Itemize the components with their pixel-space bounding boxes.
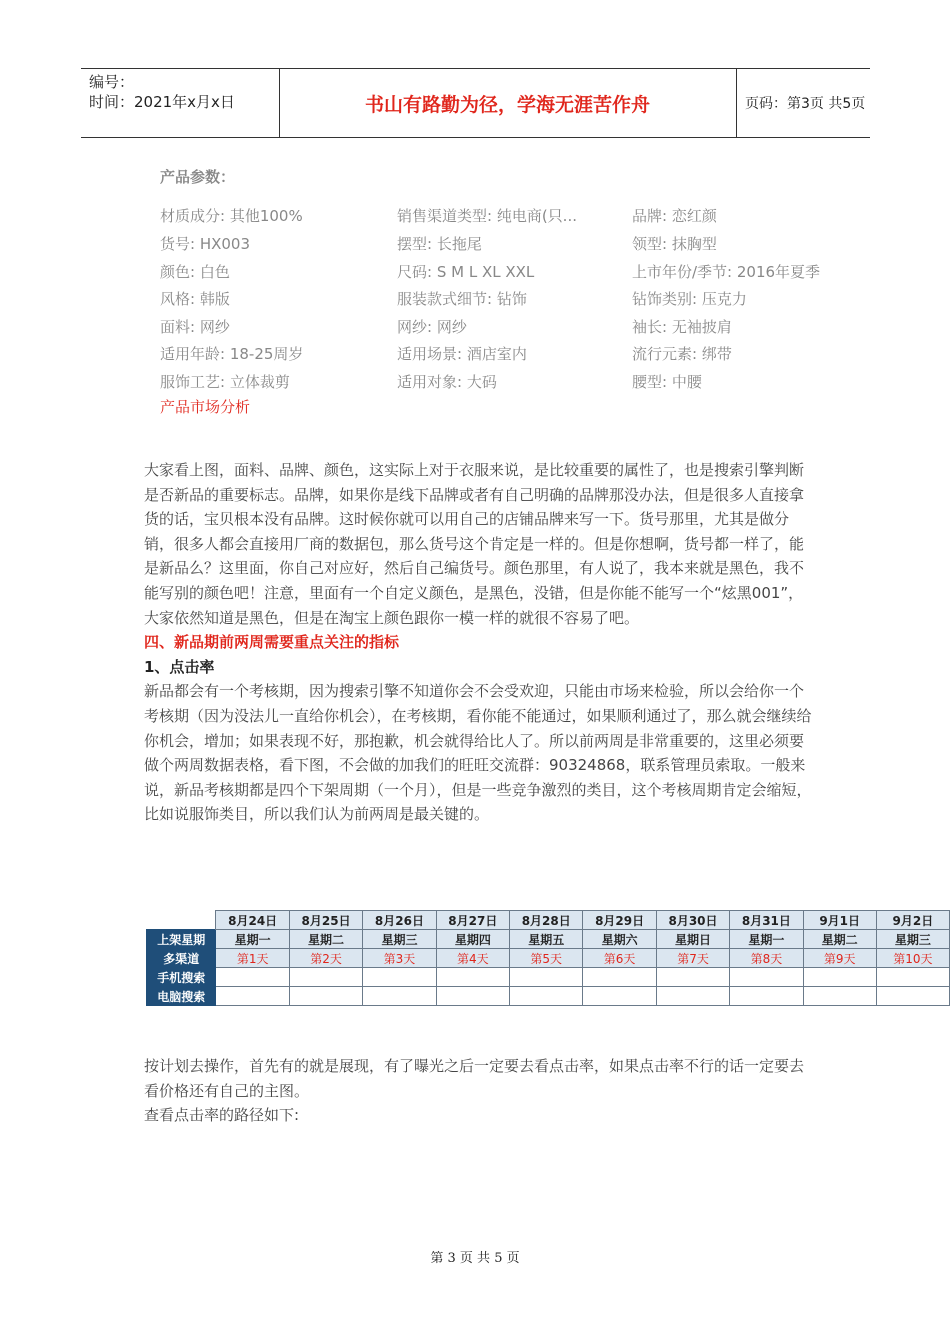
subsection-heading: 1、点击率: [144, 657, 215, 676]
data-cell: [803, 987, 876, 1006]
paragraph: 按计划去操作，首先有的就是展现，有了曝光之后一定要去看点击率，如果点击率不行的话一定要去看价格还有自己的主图。: [144, 1057, 805, 1100]
weekday-cell: 星期三: [876, 930, 949, 949]
day-cell: 第2天: [289, 949, 362, 968]
data-cell: [436, 987, 509, 1006]
weekday-cell: 星期五: [510, 930, 583, 949]
date-cell: 8月28日: [510, 911, 583, 930]
date-cell: 9月2日: [876, 911, 949, 930]
weekday-cell: 星期一: [216, 930, 289, 949]
page-footer: 第 3 页 共 5 页: [430, 1251, 520, 1266]
param-cell: 服装款式细节: 钻饰: [397, 290, 527, 308]
data-cell: [216, 968, 289, 987]
param-cell: 领型: 抹胸型: [632, 235, 717, 253]
day-cell: 第6天: [583, 949, 656, 968]
data-cell: [876, 987, 949, 1006]
param-cell: 流行元素: 绑带: [632, 345, 732, 363]
header-page-info: 页码：第3页 共5页: [745, 96, 866, 112]
schedule-table: [146, 910, 950, 1012]
param-cell: 上市年份/季节: 2016年夏季: [632, 263, 821, 281]
param-cell: 袖长: 无袖披肩: [632, 318, 732, 336]
param-cell: 钻饰类别: 压克力: [632, 290, 747, 308]
data-cell: [803, 968, 876, 987]
schedule-channel-row: [147, 949, 950, 968]
date-cell: 9月1日: [803, 911, 876, 930]
day-cell: 第8天: [730, 949, 803, 968]
param-cell: 品牌: 恋红颜: [632, 207, 717, 225]
data-cell: [510, 987, 583, 1006]
section-heading: 四、新品期前两周需要重点关注的指标: [144, 633, 400, 652]
param-cell: 材质成分: 其他100%: [160, 207, 303, 225]
paragraph: 大家看上图，面料、品牌、颜色，这实际上对于衣服来说，是比较重要的属性了，也是搜索引擎判断是否新品的重要标志。品牌，如果你是线下品牌或者有自己明确的品牌那没办法，但是很多人直接拿货的话，宝贝根本没有品牌。这时候你就可以用自己的店铺品牌来写一下。货号那里，尤其是做分销，很多人都会直接用厂商的数据包，那么货号这个肯定是一样的。但是你想啊，货号都一样了，能是新品么？这里面，你自己对应好，然后自己编货号。颜色那里，有人说了，我本来就是黑色，我不能写别的颜色吧！注意，里面有一个自定义颜色，是黑色，没错，但是你能不能写一个“炫黑001”，大家依然知道是黑色，但是在淘宝上颜色跟你一模一样的就很不容易了吧。: [144, 461, 805, 627]
weekday-label: 上架星期: [147, 930, 216, 949]
day-cell: 第10天: [876, 949, 949, 968]
param-cell: 服饰工艺: 立体裁剪: [160, 373, 290, 391]
weekday-cell: 星期一: [730, 930, 803, 949]
data-cell: [289, 987, 362, 1006]
param-cell: 销售渠道类型: 纯电商(只...: [397, 207, 577, 225]
data-cell: [436, 968, 509, 987]
param-cell: 面料: 网纱: [160, 318, 230, 336]
date-cell: 8月26日: [363, 911, 436, 930]
article-body-continued: [144, 1054, 816, 1128]
data-cell: [730, 968, 803, 987]
day-cell: 第3天: [363, 949, 436, 968]
weekday-cell: 星期日: [656, 930, 729, 949]
schedule-pc-row: [147, 987, 950, 1006]
day-cell: 第5天: [510, 949, 583, 968]
weekday-cell: 星期二: [289, 930, 362, 949]
schedule-date-row: [147, 911, 950, 930]
params-title: 产品参数：: [160, 168, 236, 186]
data-cell: [289, 968, 362, 987]
schedule-weekday-row: [147, 930, 950, 949]
data-cell: [730, 987, 803, 1006]
weekday-cell: 星期六: [583, 930, 656, 949]
param-cell: 适用对象: 大码: [397, 373, 497, 391]
param-cell: 适用场景: 酒店室内: [397, 345, 527, 363]
data-cell: [510, 968, 583, 987]
blank-cell: [147, 911, 216, 930]
param-cell: 腰型: 中腰: [632, 373, 702, 391]
param-cell: 尺码: S M L XL XXL: [397, 263, 535, 281]
date-cell: 8月31日: [730, 911, 803, 930]
paragraph: 新品都会有一个考核期，因为搜索引擎不知道你会不会受欢迎，只能由市场来检验，所以会给你一个考核期（因为没法儿一直给你机会），在考核期，看你能不能通过，如果顺利通过了，那么就会继续给你机会，增加；如果表现不好，那抱歉，机会就得给比人了。所以前两周是非常重要的，这里必须要做个两周数据表格，看下图，不会做的加我们的旺旺交流群：90324868，联系管理员索取。一般来说，新品考核期都是四个下架周期（一个月），但是一些竞争激烈的类目，这个考核周期肯定会缩短，比如说服饰类目，所以我们认为前两周是最关键的。: [144, 682, 812, 824]
date-cell: 8月30日: [656, 911, 729, 930]
data-cell: [363, 968, 436, 987]
time-label: 时间：2021年x月x日: [89, 93, 235, 111]
data-cell: [656, 968, 729, 987]
pc-search-label: 电脑搜索: [147, 987, 216, 1006]
paragraph: 查看点击率的路径如下:: [144, 1106, 300, 1125]
data-cell: [363, 987, 436, 1006]
data-cell: [583, 968, 656, 987]
param-cell: 网纱: 网纱: [397, 318, 467, 336]
param-cell: 摆型: 长拖尾: [397, 235, 482, 253]
weekday-cell: 星期三: [363, 930, 436, 949]
param-cell: 风格: 韩版: [160, 290, 230, 308]
date-cell: 8月25日: [289, 911, 362, 930]
mobile-search-label: 手机搜索: [147, 968, 216, 987]
page-header: [81, 68, 870, 138]
header-divider-right: [736, 69, 737, 137]
data-cell: [656, 987, 729, 1006]
data-cell: [876, 968, 949, 987]
date-cell: 8月29日: [583, 911, 656, 930]
data-cell: [216, 987, 289, 1006]
date-cell: 8月24日: [216, 911, 289, 930]
channel-label: 多渠道: [147, 949, 216, 968]
param-cell: 适用年龄: 18-25周岁: [160, 345, 304, 363]
header-meta: [89, 72, 235, 112]
article-body: [144, 458, 816, 827]
market-analysis-label: 产品市场分析: [160, 398, 251, 416]
date-cell: 8月27日: [436, 911, 509, 930]
day-cell: 第9天: [803, 949, 876, 968]
weekday-cell: 星期四: [436, 930, 509, 949]
day-cell: 第7天: [656, 949, 729, 968]
param-cell: 货号: HX003: [160, 235, 251, 253]
weekday-cell: 星期二: [803, 930, 876, 949]
schedule-mobile-row: [147, 968, 950, 987]
header-motto: 书山有路勤为径，学海无涯苦作舟: [364, 93, 650, 116]
day-cell: 第4天: [436, 949, 509, 968]
day-cell: 第1天: [216, 949, 289, 968]
number-label: 编号：: [89, 73, 135, 91]
param-cell: 颜色: 白色: [160, 263, 230, 281]
data-cell: [583, 987, 656, 1006]
